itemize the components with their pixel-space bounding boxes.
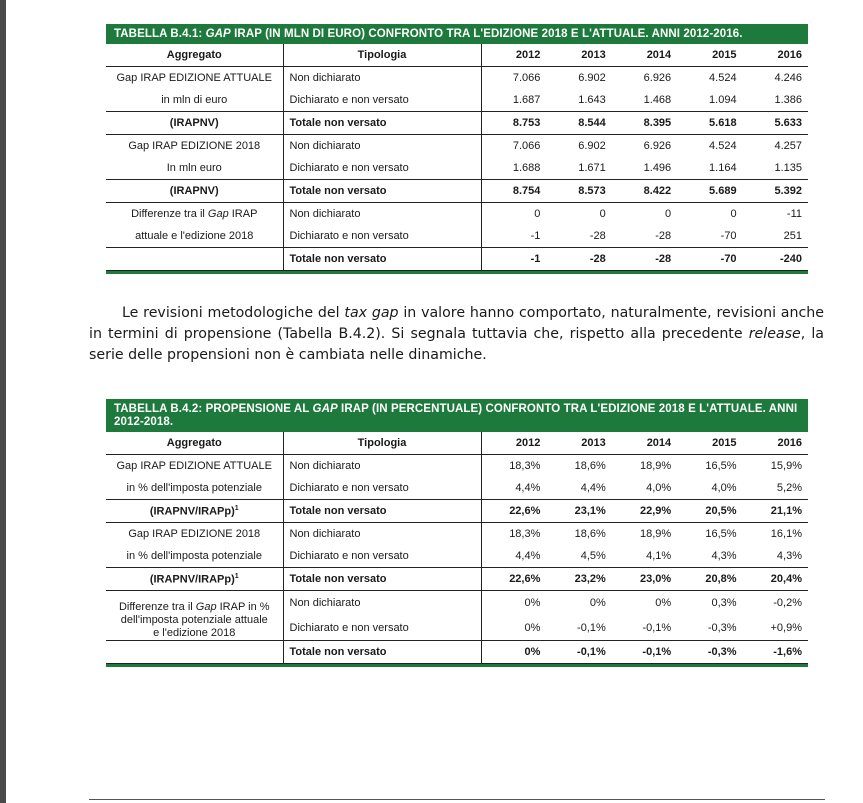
tipologia-cell: Dichiarato e non versato (283, 616, 481, 641)
value-cell: 4,0% (711, 482, 737, 494)
table-header-row (106, 44, 808, 67)
table-row (106, 157, 808, 180)
col-header-2015: 2015 (677, 44, 742, 67)
value-cell: 0 (534, 208, 541, 220)
value-cell: 0 (599, 208, 606, 220)
value-cell: -28 (589, 230, 606, 242)
value-cell: -28 (546, 248, 611, 271)
value-cell: -28 (612, 248, 677, 271)
aggregato-cell (106, 591, 283, 641)
aggregato-text: Gap IRAP EDIZIONE ATTUALE (116, 460, 272, 472)
aggregato-text: in % dell'imposta potenziale (126, 482, 262, 494)
table-row (106, 500, 808, 523)
col-header-tipologia: Tipologia (283, 44, 481, 67)
value-cell: -0,3% (677, 641, 742, 664)
value-cell: 4.524 (709, 72, 737, 84)
table-b41-title: TABELLA B.4.1: GAP IRAP (IN MLN DI EURO) CONFRONTO TRA L'EDIZIONE 2018 E L'ATTUALE. ANNI 2012-2016. (106, 24, 808, 44)
value-cell: 18,9% (639, 528, 672, 540)
value-cell: 1.643 (578, 94, 606, 106)
table-row (106, 641, 808, 664)
value-cell: 0 (665, 208, 672, 220)
value-cell: 18,3% (509, 460, 541, 472)
aggregato-text: (IRAPNV) (169, 185, 219, 197)
value-cell: 4,4% (580, 482, 606, 494)
value-cell: -0,2% (773, 597, 802, 610)
value-cell: +0,9% (770, 621, 802, 634)
value-cell: 15,9% (770, 460, 802, 472)
value-cell: 6.902 (578, 140, 606, 152)
value-cell: 4.246 (774, 72, 802, 84)
col-header-2012: 2012 (481, 432, 546, 455)
value-cell: 20,5% (677, 500, 742, 523)
value-cell: 22,9% (612, 500, 677, 523)
value-cell: 23,1% (546, 500, 611, 523)
value-cell: 0% (589, 597, 606, 610)
value-cell: -240 (743, 248, 808, 271)
tipologia-cell: Totale non versato (283, 112, 481, 135)
value-cell: 8.754 (481, 180, 546, 203)
value-cell: 4,0% (646, 482, 672, 494)
table-row (106, 135, 808, 158)
value-cell: 23,0% (612, 568, 677, 591)
tipologia-cell: Non dichiarato (283, 455, 481, 478)
aggregato-text: (IRAPNV/IRAPp) (149, 505, 235, 518)
table-row (106, 89, 808, 112)
tipologia-cell: Totale non versato (283, 248, 481, 271)
table-b42-bottom-rule (106, 664, 808, 667)
value-cell: -0,1% (642, 621, 672, 634)
tipologia-cell: Non dichiarato (283, 67, 481, 90)
aggregato-text: (IRAPNV/IRAPp) (149, 573, 235, 586)
aggregato-text: dell'imposta potenziale attuale (120, 614, 268, 626)
tipologia-cell: Dichiarato e non versato (283, 89, 481, 112)
col-header-2014: 2014 (612, 44, 677, 67)
value-cell: 5,2% (776, 482, 802, 494)
col-header-aggregato: Aggregato (106, 44, 283, 67)
aggregato-cell (106, 568, 283, 591)
table-row (106, 545, 808, 568)
value-cell: 4,3% (776, 550, 802, 562)
aggregato-cell (106, 135, 283, 158)
aggregato-cell (106, 157, 283, 180)
aggregato-text: Gap IRAP EDIZIONE 2018 (128, 140, 261, 152)
value-cell: -0,3% (707, 621, 737, 634)
tipologia-cell: Dichiarato e non versato (283, 477, 481, 500)
value-cell: 0% (524, 597, 541, 610)
aggregato-cell (106, 545, 283, 568)
col-header-aggregato: Aggregato (106, 432, 283, 455)
table-row (106, 225, 808, 248)
value-cell: 1.496 (643, 162, 672, 174)
value-cell: 7.066 (512, 72, 541, 84)
value-cell: 20,4% (743, 568, 808, 591)
value-cell: 1.687 (512, 94, 541, 106)
tipologia-cell: Totale non versato (283, 500, 481, 523)
footnote-marker: 1 (234, 572, 239, 580)
table-b41-bottom-rule (106, 271, 808, 274)
value-cell: 16,5% (705, 528, 737, 540)
value-cell: 4,4% (515, 482, 541, 494)
table-b42-grid (106, 432, 808, 664)
footnote-marker: 1 (234, 504, 239, 512)
table-row (106, 112, 808, 135)
value-cell: -28 (655, 230, 672, 242)
value-cell: 18,9% (639, 460, 672, 472)
value-cell: 1.164 (709, 162, 737, 174)
value-cell: 4,5% (580, 550, 606, 562)
aggregato-cell (106, 89, 283, 112)
value-cell: 4,4% (515, 550, 541, 562)
aggregato-text: attuale e l'edizione 2018 (135, 230, 254, 242)
table-row (106, 248, 808, 271)
table-b42-title: TABELLA B.4.2: PROPENSIONE AL GAP IRAP (IN PERCENTUALE) CONFRONTO TRA L'EDIZIONE 2018 E L'ATTUALE. ANNI 2012-2018. (106, 399, 808, 432)
aggregato-text: Gap IRAP EDIZIONE ATTUALE (116, 72, 272, 84)
value-cell: 16,1% (770, 528, 802, 540)
aggregato-cell (106, 641, 283, 664)
aggregato-cell (106, 225, 283, 248)
tipologia-cell: Totale non versato (283, 641, 481, 664)
tipologia-cell: Non dichiarato (283, 135, 481, 158)
aggregato-text: Differenze tra il (131, 208, 208, 220)
value-cell: 5.689 (677, 180, 742, 203)
value-cell: -11 (786, 208, 802, 220)
col-header-tipologia: Tipologia (283, 432, 481, 455)
table-header-row (106, 432, 808, 455)
value-cell: 5.618 (677, 112, 742, 135)
table-row (106, 591, 808, 616)
value-cell: 4.524 (709, 140, 737, 152)
value-cell: 0% (481, 641, 546, 664)
value-cell: 4.257 (774, 140, 802, 152)
value-cell: -1 (481, 248, 546, 271)
footer-rule (89, 799, 825, 800)
aggregato-cell (106, 112, 283, 135)
table-b41-grid (106, 44, 808, 271)
value-cell: 6.926 (643, 140, 672, 152)
table-row (106, 67, 808, 90)
col-header-2012: 2012 (481, 44, 546, 67)
aggregato-cell (106, 203, 283, 226)
body-paragraph: Le revisioni metodologiche del tax gap in valore hanno comportato, naturalmente, revisioni anche in termini di propensione (Tabella B.4.2). Si segnala tuttavia che, rispetto alla precedente release, la serie delle propensioni non è cambiata nelle dinamiche. (89, 305, 825, 363)
aggregato-cell (106, 500, 283, 523)
value-cell: 8.395 (612, 112, 677, 135)
value-cell: -0,1% (612, 641, 677, 664)
value-cell: 16,5% (705, 460, 737, 472)
aggregato-cell (106, 248, 283, 271)
aggregato-cell (106, 477, 283, 500)
col-header-2015: 2015 (677, 432, 742, 455)
tipologia-cell: Dichiarato e non versato (283, 157, 481, 180)
value-cell: 1.094 (709, 94, 737, 106)
col-header-2013: 2013 (546, 432, 611, 455)
table-row (106, 523, 808, 546)
table-b42 (106, 399, 808, 667)
tipologia-cell: Dichiarato e non versato (283, 225, 481, 248)
value-cell: 5.392 (743, 180, 808, 203)
tipologia-cell: Dichiarato e non versato (283, 545, 481, 568)
value-cell: 8.573 (546, 180, 611, 203)
value-cell: 5.633 (743, 112, 808, 135)
value-cell: 18,3% (509, 528, 541, 540)
table-row (106, 477, 808, 500)
value-cell: 1.688 (512, 162, 541, 174)
aggregato-cell (106, 67, 283, 90)
value-cell: 18,6% (574, 460, 606, 472)
table-row (106, 568, 808, 591)
value-cell: 0% (655, 597, 672, 610)
aggregato-cell (106, 455, 283, 478)
aggregato-text: in % dell'imposta potenziale (126, 550, 262, 562)
tipologia-cell: Non dichiarato (283, 203, 481, 226)
table-b41 (106, 24, 808, 274)
value-cell: 7.066 (512, 140, 541, 152)
value-cell: 22,6% (481, 500, 546, 523)
aggregato-text: Gap IRAP EDIZIONE 2018 (128, 528, 261, 540)
value-cell: 0% (524, 621, 541, 634)
aggregato-text: in mln di euro (161, 94, 228, 106)
value-cell: 1.386 (774, 94, 802, 106)
aggregato-gap-italic: Gap (207, 208, 229, 220)
aggregato-cell (106, 180, 283, 203)
value-cell: 251 (783, 230, 802, 242)
left-edge-bar (0, 0, 6, 803)
value-cell: -1,6% (743, 641, 808, 664)
col-header-2014: 2014 (612, 432, 677, 455)
table-row (106, 180, 808, 203)
tipologia-cell: Non dichiarato (283, 523, 481, 546)
aggregato-text: IRAP in % (216, 601, 270, 613)
value-cell: -1 (530, 230, 541, 242)
value-cell: 20,8% (677, 568, 742, 591)
value-cell: -70 (720, 230, 737, 242)
value-cell: 6.926 (643, 72, 672, 84)
tipologia-cell: Totale non versato (283, 180, 481, 203)
aggregato-text: (IRAPNV) (169, 117, 219, 129)
aggregato-text: e l'edizione 2018 (153, 627, 236, 639)
col-header-2016: 2016 (743, 432, 808, 455)
value-cell: -70 (677, 248, 742, 271)
value-cell: 8.753 (481, 112, 546, 135)
aggregato-gap-italic: Gap (195, 601, 217, 613)
tipologia-cell: Totale non versato (283, 568, 481, 591)
value-cell: 0,3% (711, 597, 737, 610)
value-cell: 8.422 (612, 180, 677, 203)
value-cell: 23,2% (546, 568, 611, 591)
value-cell: -0,1% (546, 641, 611, 664)
col-header-2016: 2016 (743, 44, 808, 67)
value-cell: 8.544 (546, 112, 611, 135)
value-cell: 6.902 (578, 72, 606, 84)
value-cell: 4,3% (711, 550, 737, 562)
aggregato-text: Differenze tra il (118, 601, 196, 613)
table-row (106, 203, 808, 226)
value-cell: -0,1% (577, 621, 606, 634)
aggregato-text: IRAP (228, 208, 258, 220)
value-cell: 1.135 (774, 162, 802, 174)
tipologia-cell: Non dichiarato (283, 591, 481, 616)
value-cell: 1.468 (643, 94, 672, 106)
value-cell: 4,1% (646, 550, 672, 562)
table-row (106, 455, 808, 478)
aggregato-text: In mln euro (166, 162, 222, 174)
value-cell: 18,6% (574, 528, 606, 540)
aggregato-cell (106, 523, 283, 546)
value-cell: 1.671 (578, 162, 606, 174)
col-header-2013: 2013 (546, 44, 611, 67)
value-cell: 21,1% (743, 500, 808, 523)
value-cell: 0 (730, 208, 737, 220)
value-cell: 22,6% (481, 568, 546, 591)
